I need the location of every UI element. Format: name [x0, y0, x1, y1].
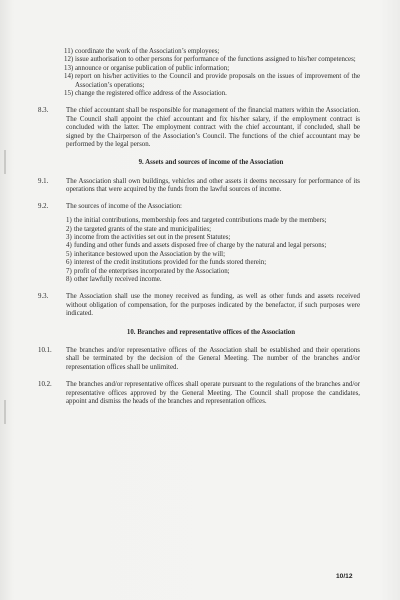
page-number: 10/12 [336, 573, 353, 580]
list-item: 7) profit of the enterprises incorporated by the Association; [66, 267, 230, 275]
clause-text: The chief accountant shall be responsible for management of the financial matters within the Association. The Council shall appoint the chief accountant and fix his/her salary, if the employment contract is concluded with the latter. The employment contract with the chief accountant, if concluded, shall be signed by the Chairperson of the Association’s Council. The functions of the chief accountant may be performed by the legal person. [66, 107, 360, 149]
clause-text: The branches and/or representative offices of the Association shall be established and their operations shall be terminated by the decision of the General Meeting. The number of the branches and/or representation offices shall be unlimited. [66, 346, 360, 371]
clause-number: 8.3. [38, 107, 49, 115]
binding-mark [4, 400, 6, 424]
clause-10-2 [38, 381, 360, 406]
list-item: 3) income from the activities set out in the present Statutes; [66, 233, 231, 241]
section-heading: 10. Branches and representative offices of the Association [126, 328, 296, 336]
clause-number: 10.2. [38, 381, 52, 389]
list-item: 6) interest of the credit institutions provided for the funds stored therein; [66, 259, 267, 267]
clause-number: 9.2. [38, 202, 49, 210]
list-item: 4) funding and other funds and assets disposed free of charge by the natural and legal persons; [66, 242, 327, 250]
clause-text: The sources of income of the Association: [66, 202, 182, 210]
list-item: 13) announce or organise publication of public information; [64, 64, 230, 72]
list-item: 15) change the registered office address of the Association. [64, 90, 227, 98]
clause-9-1 [38, 178, 360, 195]
document-body [38, 48, 360, 406]
list-item: 5) inheritance bestowed upon the Association by the will; [66, 250, 225, 258]
clause-9-3 [38, 293, 360, 318]
clause-8-3 [38, 107, 360, 149]
list-item: 2) the targeted grants of the state and municipalities; [66, 225, 212, 233]
clause-10-1 [38, 347, 360, 372]
income-sources-list [38, 217, 360, 284]
clause-number: 9.3. [38, 293, 49, 301]
list-item: 1) the initial contributions, membership fees and targeted contributions made by the members; [66, 217, 327, 225]
list-item: 14) report on his/her activities to the Council and provide proposals on the issues of improvement of the Association’s operations; [64, 73, 360, 89]
clause-text: The branches and/or representative offices shall operate pursuant to the regulations of the branches and/or representative offices approved by the General Meeting. The Council shall propose the candidates, appoint and dismiss the heads of the branches and representation offices. [66, 381, 360, 405]
list-item: 12) issue authorisation to other persons for performance of the functions assigned to his/her competences; [64, 56, 356, 64]
section-heading: 9. Assets and sources of income of the Association [138, 159, 284, 167]
list-item: 11) coordinate the work of the Association’s employees; [64, 48, 220, 55]
clause-text: The Association shall use the money received as funding, as well as other funds and assets received without obligation of compensation, for the purposes indicated by the benefactor, if such purposes were indicated. [66, 293, 360, 318]
clause-number: 9.1. [38, 177, 49, 185]
clause-number: 10.1. [38, 346, 52, 354]
clause-9-2 [38, 203, 360, 211]
binding-mark [4, 150, 6, 174]
list-item: 8) other lawfully received income. [66, 275, 162, 283]
clause-text: The Association shall own buildings, vehicles and other assets it deems necessary for performance of its operations that were acquired by the funds from the lawful sources of income. [66, 177, 360, 194]
